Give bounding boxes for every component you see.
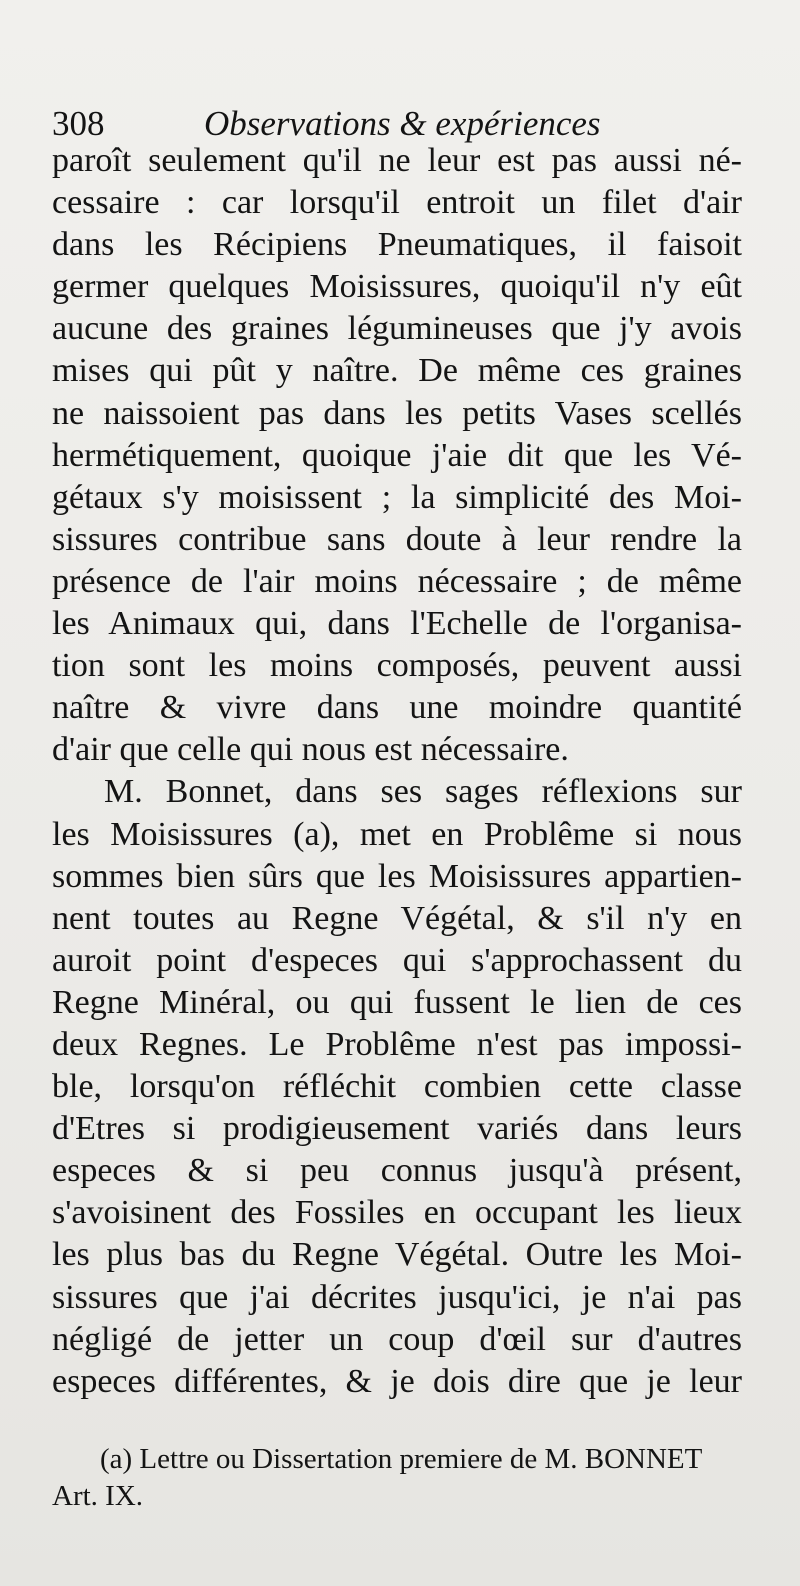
- text-line: tion sont les moins composés, peuvent aussi: [52, 647, 742, 685]
- text-line: sommes bien sûrs que les Moisissures appartien-: [52, 857, 742, 895]
- text-line: les Moisissures (a), met en Problême si nous: [52, 815, 742, 853]
- footnote-line: Art. IX.: [52, 1480, 144, 1512]
- text-line: d'Etres si prodigieusement variés dans leurs: [52, 1110, 742, 1148]
- running-title: Observations & expériences: [204, 104, 601, 143]
- text-line: les plus bas du Regne Végétal. Outre les Moi-: [52, 1236, 742, 1274]
- text-line: aucune des graines légumineuses que j'y avois: [52, 310, 742, 348]
- body-text: [52, 140, 742, 1403]
- text-line: présence de l'air moins nécessaire ; de même: [52, 562, 742, 600]
- text-line: auroit point d'especes qui s'approchassent du: [52, 941, 742, 979]
- text-line: paroît seulement qu'il ne leur est pas aussi né-: [52, 142, 742, 179]
- text-line: M. Bonnet, dans ses sages réflexions sur: [104, 773, 742, 811]
- page-number: 308: [52, 104, 105, 143]
- text-line: les Animaux qui, dans l'Echelle de l'organisa-: [52, 605, 742, 643]
- text-line: sissures que j'ai décrites jusqu'ici, je n'ai pas: [52, 1278, 742, 1316]
- text-line: mises qui pût y naître. De même ces graines: [52, 352, 742, 390]
- text-line: especes & si peu connus jusqu'à présent,: [52, 1152, 742, 1190]
- footnote: [52, 1441, 752, 1515]
- text-line: nent toutes au Regne Végétal, & s'il n'y en: [52, 899, 742, 937]
- text-line: Regne Minéral, ou qui fussent le lien de ces: [52, 983, 742, 1021]
- text-line: d'air que celle qui nous est nécessaire.: [52, 731, 569, 769]
- text-line: especes différentes, & je dois dire que je leur: [52, 1362, 742, 1400]
- text-line: germer quelques Moisissures, quoiqu'il n'y eût: [52, 268, 742, 306]
- footnote-line: (a) Lettre ou Dissertation premiere de M. BONNET: [100, 1443, 703, 1475]
- text-line: ble, lorsqu'on réfléchit combien cette classe: [52, 1068, 742, 1106]
- text-line: naître & vivre dans une moindre quantité: [52, 689, 742, 727]
- text-line: négligé de jetter un coup d'œil sur d'autres: [52, 1320, 742, 1358]
- text-line: deux Regnes. Le Problême n'est pas impossi-: [52, 1025, 742, 1063]
- text-line: sissures contribue sans doute à leur rendre la: [52, 520, 742, 558]
- text-line: ne naissoient pas dans les petits Vases scellés: [52, 394, 742, 432]
- text-line: hermétiquement, quoique j'aie dit que les Vé-: [52, 436, 742, 474]
- text-line: s'avoisinent des Fossiles en occupant les lieux: [52, 1194, 742, 1232]
- text-line: cessaire : car lorsqu'il entroit un filet d'air: [52, 184, 742, 222]
- text-line: dans les Récipiens Pneumatiques, il faisoit: [52, 226, 742, 264]
- text-line: gétaux s'y moisissent ; la simplicité des Moi-: [52, 478, 742, 516]
